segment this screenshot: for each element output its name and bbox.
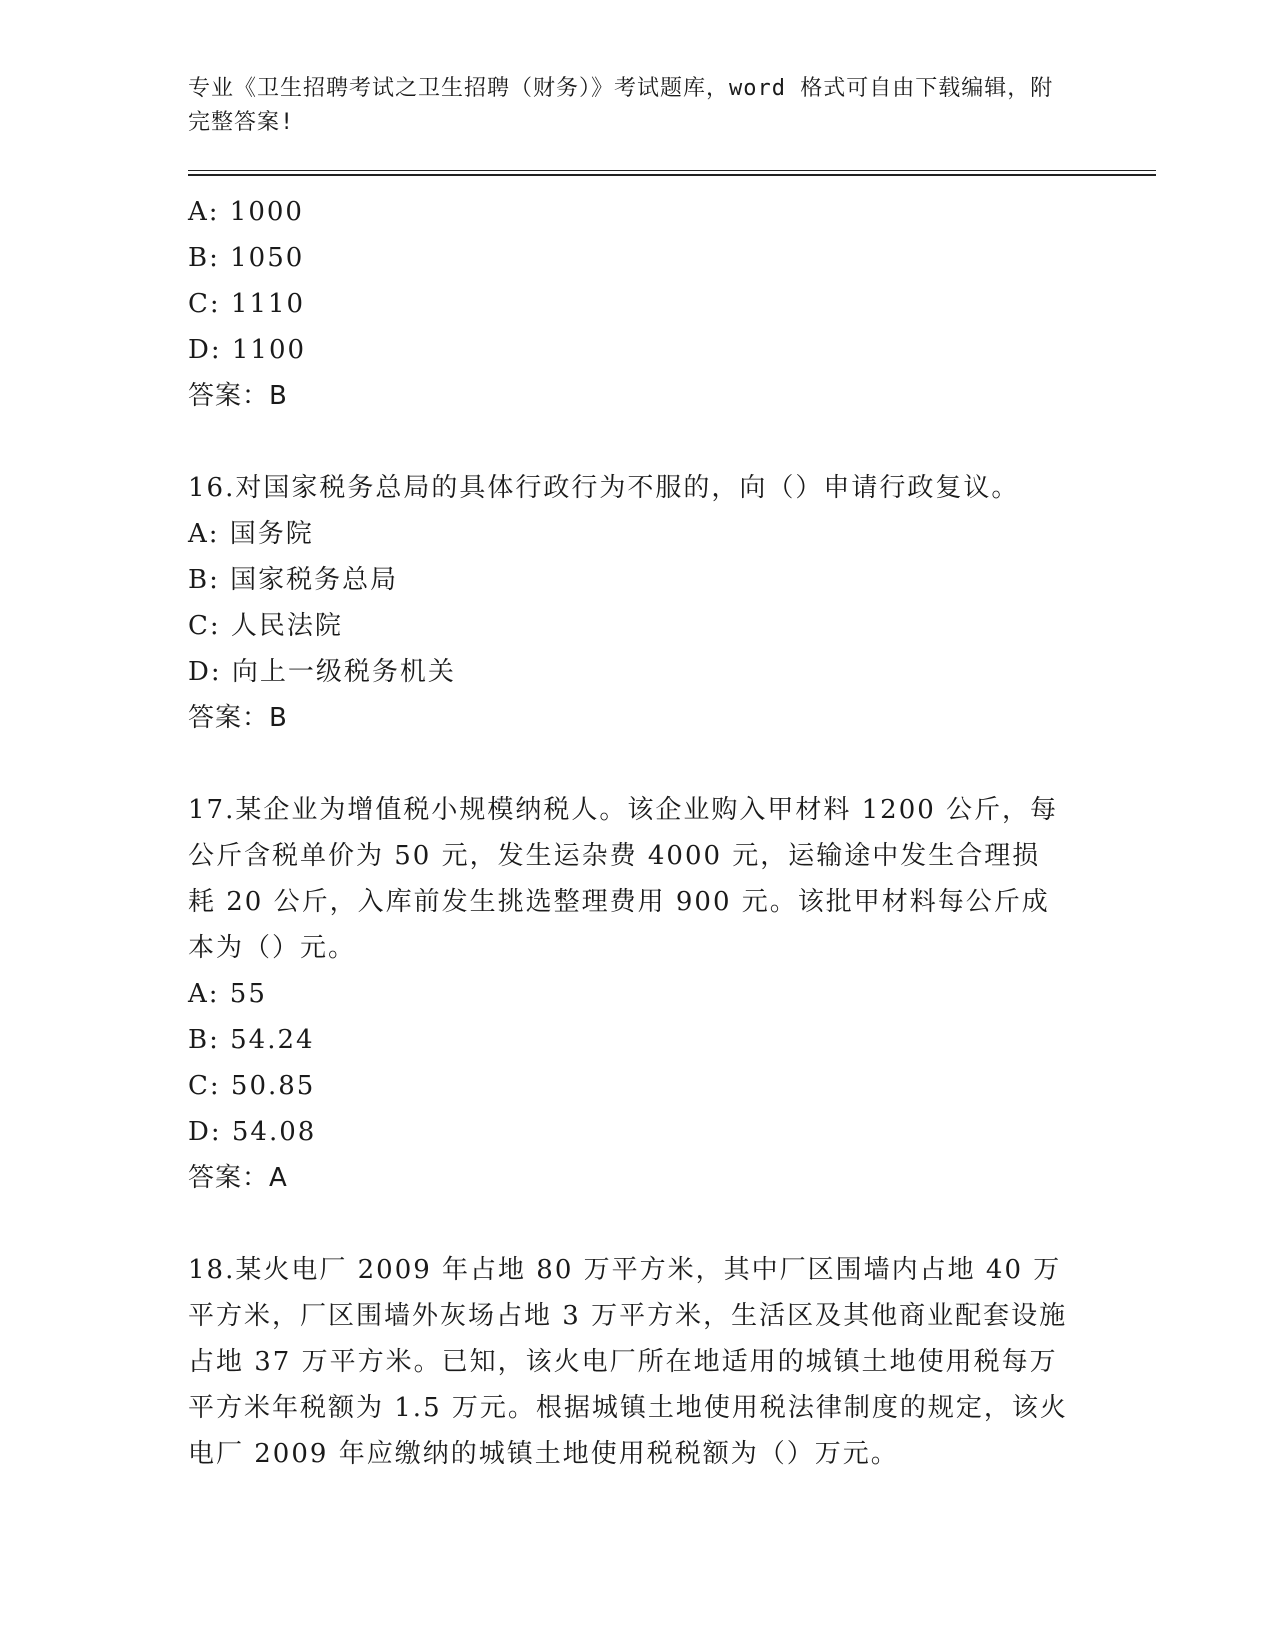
spacer [188,419,1088,465]
header-title: 专业《卫生招聘考试之卫生招聘（财务）》考试题库，word 格式可自由下载编辑，附完整答案! [188,76,1054,135]
question-16 [188,465,1088,741]
spacer [188,741,1088,787]
question-stem: 17.某企业为增值税小规模纳税人。该企业购入甲材料 1200 公斤，每公斤含税单价为 50 元，发生运杂费 4000 元，运输途中发生合理损耗 20 公斤，入库前发生挑选整理费用 900 元。该批甲材料每公斤成本为（）元。 [188,795,1059,963]
header-rule-thin [188,170,1156,171]
answer: 答案：A [188,1163,288,1193]
option-b: B: 1050 [188,243,305,273]
option-c: C: 人民法院 [188,611,343,641]
document-header [188,72,1068,140]
question-17 [188,787,1088,1201]
option-d: D: 1100 [188,335,307,365]
question-list [188,189,1088,1477]
option-b: B: 国家税务总局 [188,565,399,595]
option-a: A: 1000 [188,197,304,227]
option-b: B: 54.24 [188,1025,315,1055]
option-d: D: 向上一级税务机关 [188,657,456,687]
option-a: A: 国务院 [188,519,314,549]
answer: 答案：B [188,381,288,411]
spacer [188,1201,1088,1247]
question-15 [188,189,1088,419]
question-18 [188,1247,1088,1477]
option-d: D: 54.08 [188,1117,317,1147]
option-c: C: 50.85 [188,1071,316,1101]
answer: 答案：B [188,703,288,733]
option-c: C: 1110 [188,289,306,319]
option-a: A: 55 [188,979,267,1009]
question-stem: 18.某火电厂 2009 年占地 80 万平方米，其中厂区围墙内占地 40 万平方米，厂区围墙外灰场占地 3 万平方米，生活区及其他商业配套设施占地 37 万平方米。已知，该火电厂所在地适用的城镇土地使用税每万平方米年税额为 1.5 万元。根据城镇土地使用税法律制度的规定，该火电厂 2009 年应缴纳的城镇土地使用税税额为（）万元。 [188,1255,1068,1469]
header-rule-thick [188,174,1156,176]
question-stem: 16.对国家税务总局的具体行政行为不服的，向（）申请行政复议。 [188,473,1020,503]
